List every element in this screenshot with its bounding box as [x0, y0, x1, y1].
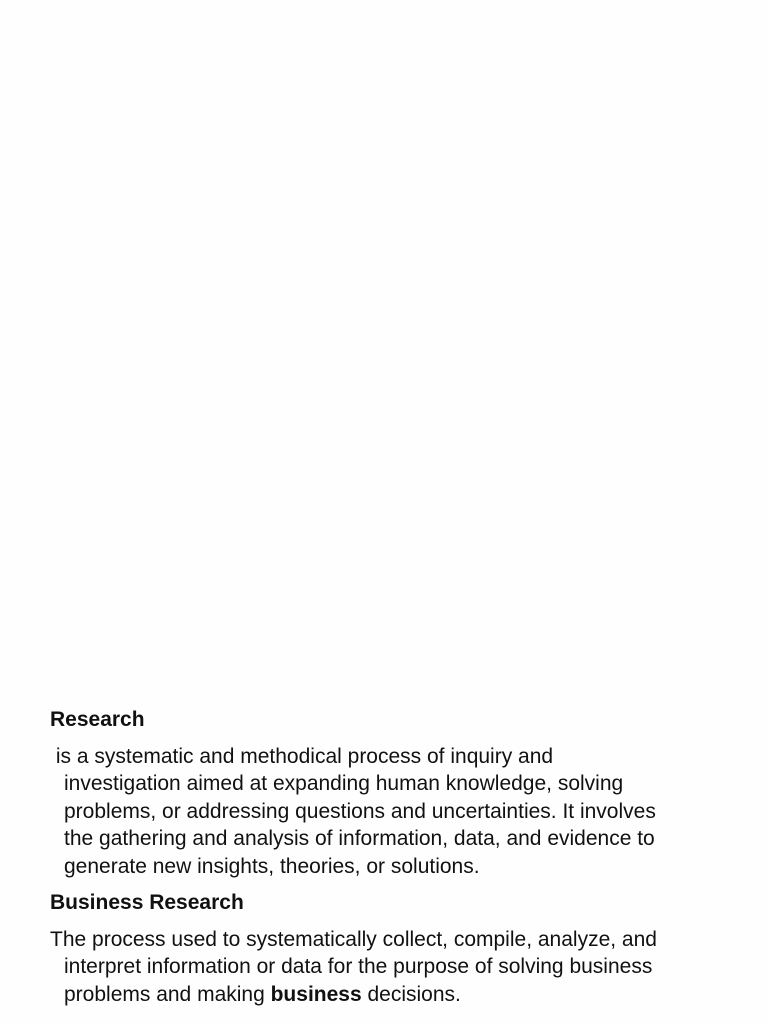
- document-content: [50, 706, 750, 1008]
- business-research-definition: [50, 926, 750, 1009]
- business-research-text-end: decisions.: [361, 982, 461, 1006]
- research-definition: is a systematic and methodical process of inquiry and investigation aimed at expanding human knowledge, solving problems, or addressing questions and uncertainties. It involves the gathering and analysis of information, data, and evidence to generate new insights, theories, or solutions.: [55, 744, 656, 878]
- research-heading: Research: [50, 708, 145, 731]
- business-research-text: The process used to systematically collect, compile, analyze, and interpret information or data for the purpose of solving business problems and making: [50, 927, 657, 1006]
- business-research-heading: Business Research: [50, 891, 244, 914]
- business-emphasis: business: [270, 982, 362, 1006]
